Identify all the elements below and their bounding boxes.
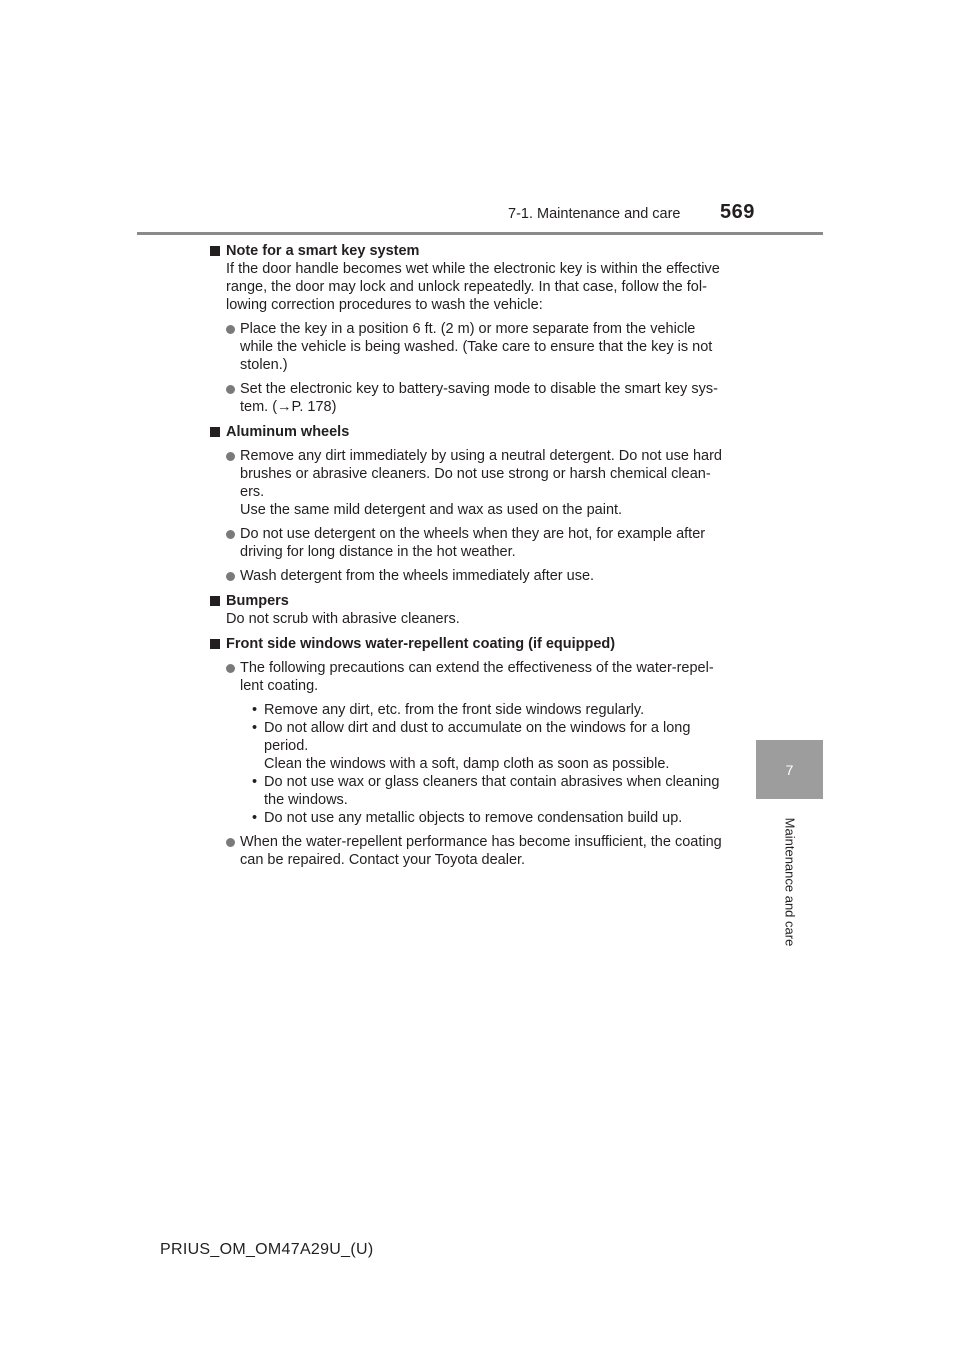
sub-list	[210, 701, 750, 827]
text-line: If the door handle becomes wet while the electronic key is within the effective	[226, 261, 720, 277]
section-heading-text: Aluminum wheels	[226, 424, 350, 440]
dot-marker-icon: •	[252, 720, 258, 736]
text-line: driving for long distance in the hot weather.	[240, 544, 516, 560]
square-bullet-icon	[210, 639, 220, 649]
text-line: Place the key in a position 6 ft. (2 m) or more separate from the vehicle	[240, 321, 696, 337]
dot-marker-icon: •	[252, 774, 258, 790]
document-code: PRIUS_OM_OM47A29U_(U)	[160, 1241, 374, 1258]
text-line: Remove any dirt, etc. from the front side windows regularly.	[264, 702, 645, 718]
text-line: Do not allow dirt and dust to accumulate on the windows for a long	[264, 720, 691, 736]
text-line: ers.	[240, 484, 265, 500]
text-line: Clean the windows with a soft, damp cloth as soon as possible.	[264, 756, 670, 772]
list-item	[210, 833, 750, 869]
circle-bullet-icon	[226, 452, 235, 461]
sub-list-item	[252, 701, 750, 719]
circle-bullet-icon	[226, 530, 235, 539]
chapter-label	[779, 808, 801, 956]
text-line: period.	[264, 738, 309, 754]
square-bullet-icon	[210, 427, 220, 437]
list-item	[210, 320, 750, 374]
text-line: Do not use detergent on the wheels when they are hot, for example after	[240, 526, 706, 542]
text-line: The following precautions can extend the effectiveness of the water-repel-	[240, 660, 714, 676]
header-divider	[137, 232, 823, 235]
square-bullet-icon	[210, 596, 220, 606]
circle-bullet-icon	[226, 572, 235, 581]
chapter-tab	[756, 740, 823, 799]
circle-bullet-icon	[226, 664, 235, 673]
list-item	[210, 567, 750, 585]
text-line: brushes or abrasive cleaners. Do not use strong or harsh chemical clean-	[240, 466, 711, 482]
text-line: Remove any dirt immediately by using a neutral detergent. Do not use hard	[240, 448, 722, 464]
section-heading-text: Bumpers	[226, 593, 289, 609]
section-title: 7-1. Maintenance and care	[508, 206, 681, 222]
circle-bullet-icon	[226, 325, 235, 334]
square-bullet-icon	[210, 246, 220, 256]
sub-list-item	[252, 773, 750, 809]
text-line: Use the same mild detergent and wax as used on the paint.	[240, 502, 623, 518]
text-line: Do not use any metallic objects to remove condensation build up.	[264, 810, 683, 826]
section-heading	[210, 635, 750, 653]
section-heading	[210, 423, 750, 441]
list-item	[210, 380, 750, 416]
text-line: Do not use wax or glass cleaners that contain abrasives when cleaning	[264, 774, 720, 790]
page-header	[0, 0, 960, 240]
text-line: the windows.	[264, 792, 348, 808]
sub-list-item	[252, 809, 750, 827]
chapter-label-text: Maintenance and care	[782, 817, 798, 947]
circle-bullet-icon	[226, 838, 235, 847]
list-item	[210, 659, 750, 695]
text-line: stolen.)	[240, 357, 288, 373]
text-line: Wash detergent from the wheels immediately after use.	[240, 568, 595, 584]
text-line: lowing correction procedures to wash the vehicle:	[226, 297, 543, 313]
text-line: Do not scrub with abrasive cleaners.	[226, 611, 460, 627]
text-line: Set the electronic key to battery-saving mode to disable the smart key sys-	[240, 381, 718, 397]
section-heading	[210, 592, 750, 610]
text-line: can be repaired. Contact your Toyota dealer.	[240, 852, 526, 868]
text-line: When the water-repellent performance has become insufficient, the coating	[240, 834, 722, 850]
sub-list-item	[252, 719, 750, 773]
page-number: 569	[720, 201, 755, 223]
list-item	[210, 525, 750, 561]
section-heading	[210, 242, 750, 260]
list-item	[210, 447, 750, 519]
paragraph	[210, 260, 750, 314]
text-line: lent coating.	[240, 678, 319, 694]
section-heading-text: Front side windows water-repellent coating (if equipped)	[226, 636, 616, 652]
text-line: while the vehicle is being washed. (Take care to ensure that the key is not	[240, 339, 713, 355]
text-line: tem. (→P. 178)	[240, 399, 337, 415]
page-content	[210, 242, 750, 869]
dot-marker-icon: •	[252, 810, 258, 826]
circle-bullet-icon	[226, 385, 235, 394]
text-line: range, the door may lock and unlock repeatedly. In that case, follow the fol-	[226, 279, 707, 295]
paragraph	[210, 610, 750, 628]
section-heading-text: Note for a smart key system	[226, 243, 420, 259]
chapter-number: 7	[785, 762, 794, 778]
dot-marker-icon: •	[252, 702, 258, 718]
